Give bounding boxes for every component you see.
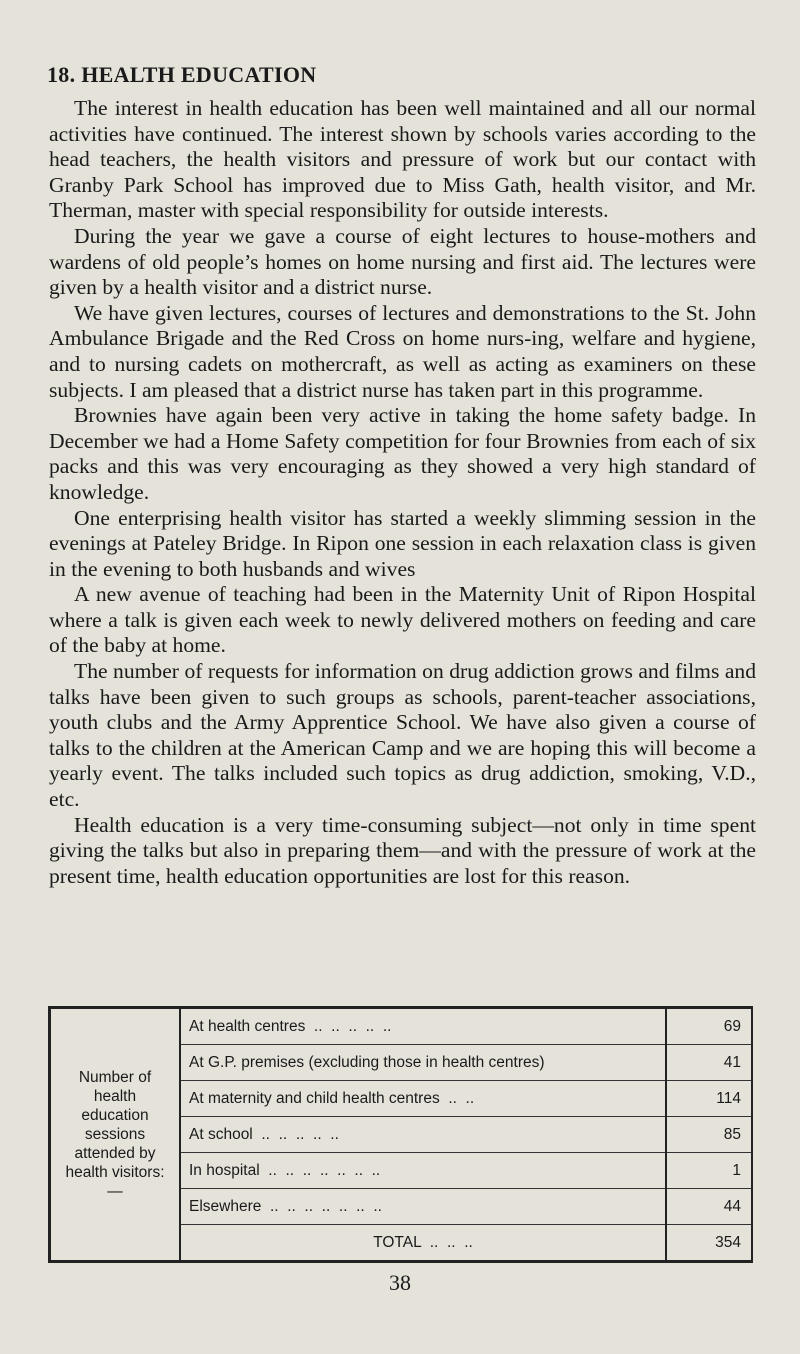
- row-value: 69: [666, 1008, 752, 1045]
- section-heading: 18. HEALTH EDUCATION: [47, 62, 317, 87]
- paragraph: The interest in health education has been well maintained and all our normal activities have continued. The interest shown by schools varies according to the head teachers, the health visitors and pressure of work but our contact with Granby Park School has improved due to Miss Gath, health visitor, and Mr. Therman, master with special responsibility for outside interests.: [49, 96, 756, 223]
- body-text: [49, 96, 756, 889]
- row-label: At G.P. premises (excluding those in health centres): [180, 1045, 666, 1081]
- row-label: In hospital .. .. .. .. .. .. ..: [180, 1153, 666, 1189]
- paragraph: We have given lectures, courses of lectures and demonstrations to the St. John Ambulance Brigade and the Red Cross on home nurs-ing, welfare and hygiene, and to nursing cadets on mothercraft, as well as acting as examiners on these subjects. I am pleased that a district nurse has taken part in this programme.: [49, 300, 756, 402]
- row-label: At health centres .. .. .. .. ..: [180, 1008, 666, 1045]
- row-group-label: Number of health education sessions attended by health visitors:—: [50, 1008, 181, 1262]
- page-number: 38: [389, 1270, 411, 1295]
- paragraph: The number of requests for information on drug addiction grows and films and talks have been given to such groups as schools, parent-teacher associations, youth clubs and the Army Apprentice School. We have also given a course of talks to the children at the American Camp and we are hoping this will become a yearly event. The talks included such topics as drug addiction, smoking, V.D., etc.: [49, 659, 756, 812]
- total-label: TOTAL .. .. ..: [180, 1225, 666, 1262]
- row-value: 41: [666, 1045, 752, 1081]
- row-label: At school .. .. .. .. ..: [180, 1117, 666, 1153]
- row-value: 44: [666, 1189, 752, 1225]
- paragraph: Health education is a very time-consuming subject—not only in time spent giving the talks but also in preparing them—and with the pressure of work at the present time, health education opportunities are lost for this reason.: [49, 812, 756, 888]
- row-label: At maternity and child health centres .. ..: [180, 1081, 666, 1117]
- row-value: 85: [666, 1117, 752, 1153]
- paragraph: Brownies have again been very active in taking the home safety badge. In December we had a Home Safety competition for four Brownies from each of six packs and this was very encouraging as they showed a very high standard of knowledge.: [49, 403, 756, 504]
- paragraph: During the year we gave a course of eight lectures to house-mothers and wardens of old people’s homes on home nursing and first aid. The lectures were given by a health visitor and a district nurse.: [49, 223, 756, 300]
- row-value: 114: [666, 1081, 752, 1117]
- table-row: [50, 1008, 753, 1045]
- paragraph: One enterprising health visitor has started a weekly slimming session in the evenings at Pateley Bridge. In Ripon one session in each relaxation class is given in the evening to both husbands and wives: [49, 505, 756, 581]
- sessions-table: [48, 1006, 753, 1263]
- row-value: 1: [666, 1153, 752, 1189]
- paragraph: A new avenue of teaching had been in the Maternity Unit of Ripon Hospital where a talk is given each week to newly delivered mothers on feeding and care of the baby at home.: [49, 582, 756, 658]
- total-value: 354: [666, 1225, 752, 1262]
- row-label: Elsewhere .. .. .. .. .. .. ..: [180, 1189, 666, 1225]
